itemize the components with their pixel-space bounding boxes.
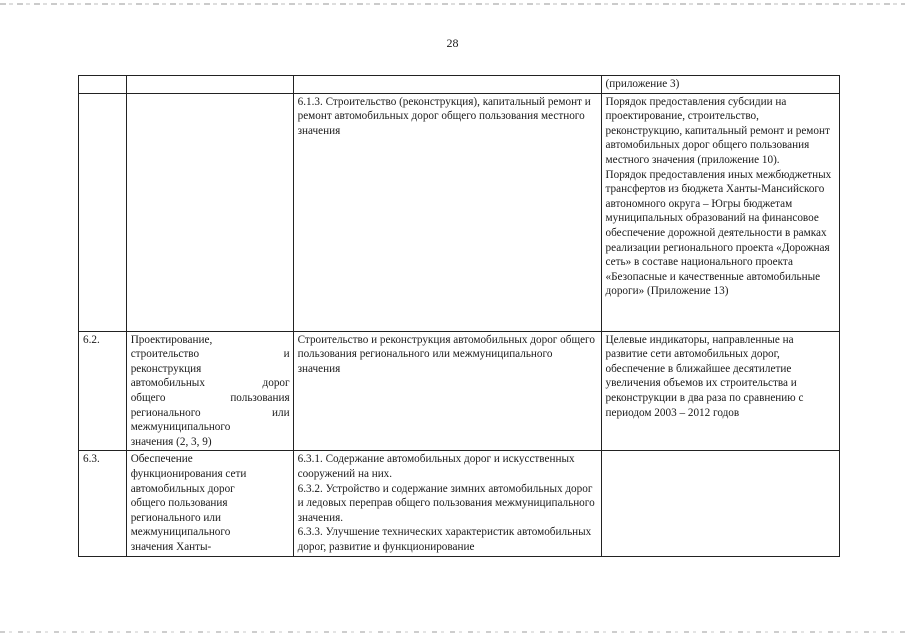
table-row [79, 451, 840, 557]
measure-text: 6.1.3. Строительство (реконструкция), капитальный ремонт и ремонт автомобильных дорог общего пользования местного значения [297, 95, 591, 137]
name-word: регионального [130, 406, 201, 419]
cell-name [126, 76, 293, 94]
measure-text: 6.3.1. Содержание автомобильных дорог и искусственных сооружений на них. [297, 453, 575, 480]
scan-edge-top [0, 3, 905, 5]
name-line: функционирования сети [130, 467, 247, 480]
cell-name [126, 93, 293, 331]
name-word: автомобильных [130, 377, 205, 390]
table-row [79, 76, 840, 94]
measure-text: 6.3.2. Устройство и содержание зимних автомобильных дорог и ледовых переправ общего пользования межмуниципального значения. [297, 482, 595, 524]
table-row [79, 93, 840, 331]
page-number: 28 [446, 36, 459, 50]
name-word: строительство [130, 348, 200, 361]
cell-measures [293, 76, 601, 94]
measure-text: Строительство и реконструкция автомобильных дорог общего пользования регионального или межмуниципального значения [297, 333, 595, 375]
name-word: пользования [230, 391, 290, 404]
indicator-text: Целевые индикаторы, направленные на развитие сети автомобильных дорог, обеспечение в ближайшее десятилетие увеличения объемов их строительства и реконструкции в два раза по сравнению с периодом 2003 – 2012 годов [605, 333, 804, 419]
name-line: Обеспечение [130, 453, 193, 466]
cell-measures [293, 451, 601, 557]
cell-number: 6.3. [79, 451, 127, 557]
name-line: Проектирование, [130, 333, 213, 346]
name-line: общего пользования [130, 497, 228, 510]
cell-name [126, 331, 293, 451]
name-line: регионального или [130, 511, 221, 524]
cell-indicators [601, 76, 839, 94]
cell-indicators [601, 331, 839, 451]
program-measures-table [78, 75, 840, 557]
name-line [131, 376, 290, 391]
indicator-text: Порядок предоставления иных межбюджетных трансфертов из бюджета Ханты-Мансийского автономного округа – Югры бюджетам муниципальных образований на финансовое обеспечение дорожной деятельности в рамках реализации регионального проекта «Дорожная сеть» в составе национального проекта «Безопасные и качественные автомобильные дороги» (Приложение 13) [605, 168, 832, 298]
table-row [79, 331, 840, 451]
measure-text: 6.3.3. Улучшение технических характеристик автомобильных дорог, развитие и функционирование [297, 526, 592, 553]
name-line: автомобильных дорог [130, 482, 235, 495]
cell-indicators [601, 93, 839, 331]
scan-edge-bottom [0, 631, 905, 633]
indicator-text: Порядок предоставления субсидии на проектирование, строительство, реконструкцию, капитальный ремонт и ремонт автомобильных дорог общего пользования местного значения (приложение 10). [605, 95, 830, 166]
name-line [131, 347, 290, 362]
cell-measures [293, 93, 601, 331]
name-word: общего [130, 391, 166, 404]
cell-number: 6.2. [79, 331, 127, 451]
cell-indicators [601, 451, 839, 557]
name-word: и [283, 348, 290, 361]
name-word: или [272, 406, 290, 419]
cell-number [79, 93, 127, 331]
cell-number [79, 76, 127, 94]
name-line: межмуниципального [130, 526, 231, 539]
name-line: значения Ханты- [130, 540, 212, 553]
name-line [131, 406, 290, 421]
name-line: межмуниципального [130, 421, 231, 434]
name-word: дорог [262, 377, 290, 390]
name-line: значения (2, 3, 9) [130, 435, 212, 448]
cell-measures [293, 331, 601, 451]
name-line: реконструкция [130, 362, 202, 375]
cell-name [126, 451, 293, 557]
name-line [131, 391, 290, 406]
indicator-text: (приложение 3) [605, 78, 680, 90]
